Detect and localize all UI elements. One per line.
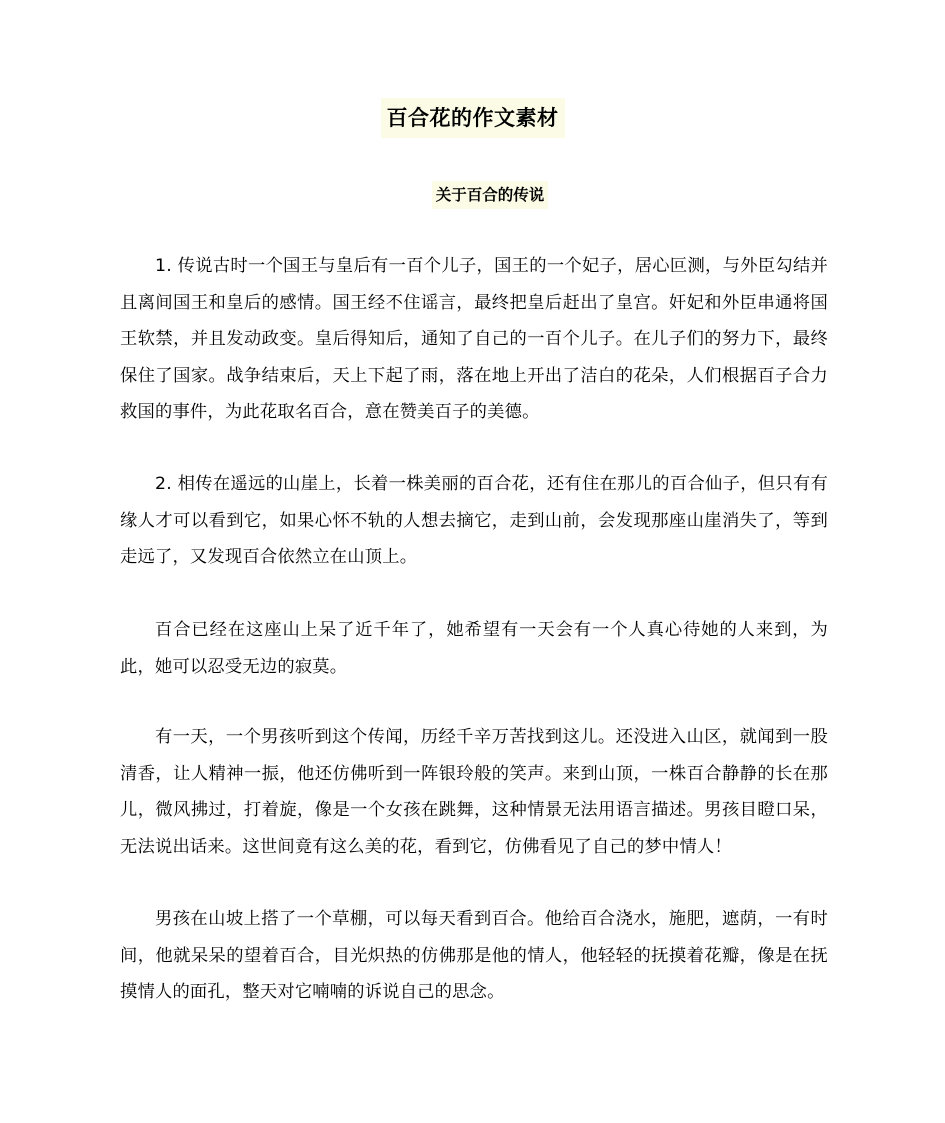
- paragraph-lily-waiting: 百合已经在这座山上呆了近千年了，她希望有一天会有一个人真心待她的人来到，为此，她可以忍受无边的寂莫。: [120, 620, 828, 677]
- document-title: 百合花的作文素材: [381, 98, 565, 138]
- paragraph-legend-1: 1. 传说古时一个国王与皇后有一百个儿子，国王的一个妃子，居心叵测，与外臣勾结并且离间国王和皇后的感情。国王经不住谣言，最终把皇后赶出了皇宫。奸妃和外臣串通将国王软禁，并且发动政变。皇后得知后，通知了自己的一百个儿子。在儿子们的努力下，最终保住了国家。战争结束后，天上下起了雨，落在地上开出了洁白的花朵，人们根据百子合力救国的事件，为此花取名百合，意在赞美百子的美德。: [120, 256, 828, 422]
- paragraph-boy-arrives: 有一天，一个男孩听到这个传闻，历经千辛万苦找到这儿。还没进入山区，就闻到一股清香，让人精神一振，他还仿佛听到一阵银玲般的笑声。来到山顶，一株百合静静的长在那儿，微风拂过，打着旋，像是一个女孩在跳舞，这种情景无法用语言描述。男孩目瞪口呆，无法说出话来。这世间竟有这么美的花，看到它，仿佛看见了自己的梦中情人！: [120, 727, 828, 857]
- subtitle-container: [0, 181, 945, 209]
- section-heading: 关于百合的传说: [432, 181, 549, 209]
- title-container: [0, 98, 945, 138]
- paragraph-boy-hut: 男孩在山坡上搭了一个草棚，可以每天看到百合。他给百合浇水，施肥，遮荫，一有时间，他就呆呆的望着百合，目光炽热的仿佛那是他的情人，他轻轻的抚摸着花瓣，像是在抚摸情人的面孔，整天对它喃喃的诉说自己的思念。: [120, 909, 828, 1002]
- paragraph-legend-2: 2. 相传在遥远的山崖上，长着一株美丽的百合花，还有住在那儿的百合仙子，但只有有缘人才可以看到它，如果心怀不轨的人想去摘它，走到山前，会发现那座山崖消失了，等到走远了，又发现百合依然立在山顶上。: [120, 474, 828, 567]
